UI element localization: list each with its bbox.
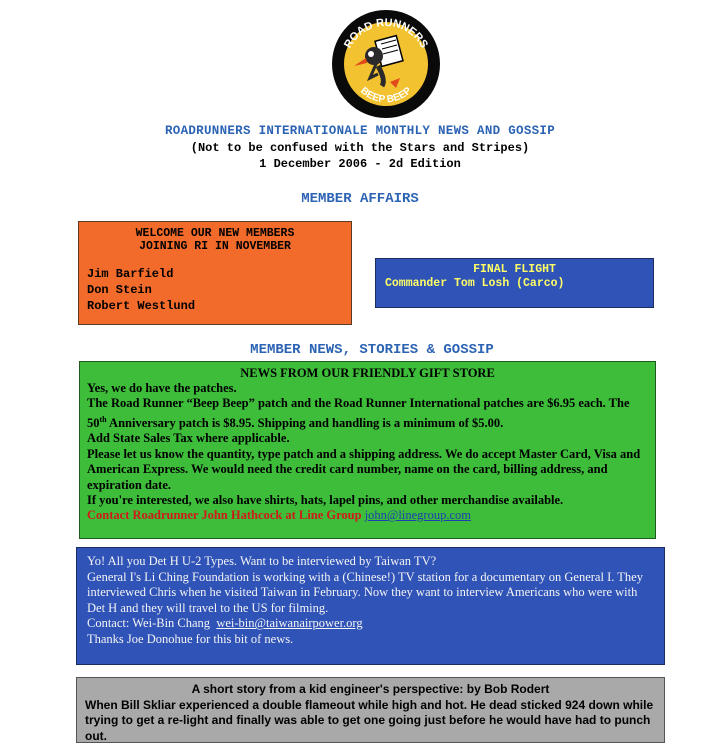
gift-store-prices: The Road Runner “Beep Beep” patch and the Road Runner International patches are $6.95 each. The 50th Anniversary patch is $8.95. Shipping and handling is a minimum of $5.00. <box>87 396 630 430</box>
gift-store-line: Yes, we do have the patches. <box>87 381 237 395</box>
story-title: A short story from a kid engineer's perspective: by Bob Rodert <box>191 682 550 696</box>
taiwan-line: Yo! All you Det H U-2 Types. Want to be interviewed by Taiwan TV? <box>87 554 437 568</box>
member-news-heading: MEMBER NEWS, STORIES & GOSSIP <box>250 342 494 358</box>
gift-store-email-link[interactable]: john@linegroup.com <box>364 508 471 523</box>
taiwan-email-link[interactable]: wei-bin@taiwanairpower.org <box>216 616 363 631</box>
new-member-name: Jim Barfield <box>87 267 174 281</box>
short-story-box <box>76 677 665 743</box>
taiwan-tv-box <box>76 547 665 665</box>
new-member-name: Don Stein <box>87 283 152 297</box>
svg-text:ROAD RUNNERS: ROAD RUNNERS <box>342 16 430 51</box>
new-member-name: Robert Westlund <box>87 299 196 313</box>
story-text: When Bill Skliar experienced a double flameout while high and hot. He dead sticked 924 down while trying to get a re-light and finally was able to get one going just before he would have had to punch out. <box>85 697 654 743</box>
final-flight-name: Commander Tom Losh (Carco) <box>385 277 565 290</box>
gift-store-line: Add State Sales Tax where applicable. <box>87 431 290 446</box>
taiwan-contact: Contact: Wei-Bin Chang wei-bin@taiwanairpower.org <box>87 616 363 631</box>
welcome-new-members-box <box>78 221 352 325</box>
welcome-title-line2: JOINING RI IN NOVEMBER <box>139 240 291 253</box>
gift-store-line: If you're interested, we also have shirts, hats, lapel pins, and other merchandise available. <box>87 493 564 507</box>
newsletter-date: 1 December 2006 - 2d Edition <box>259 157 461 171</box>
welcome-title-line1: WELCOME OUR NEW MEMBERS <box>135 227 295 240</box>
gift-store-title: NEWS FROM OUR FRIENDLY GIFT STORE <box>240 366 495 380</box>
final-flight-box <box>375 258 654 308</box>
gift-store-contact: Contact Roadrunner John Hathcock at Line Group john@linegroup.com <box>87 508 471 523</box>
newsletter-title: ROADRUNNERS INTERNATIONALE MONTHLY NEWS AND GOSSIP <box>164 124 556 138</box>
taiwan-thanks: Thanks Joe Donohue for this bit of news. <box>87 631 294 646</box>
member-affairs-heading: MEMBER AFFAIRS <box>301 191 419 207</box>
final-flight-title: FINAL FLIGHT <box>473 263 556 276</box>
gift-store-line: Please let us know the quantity, type patch and a shipping address. We do accept Master Card, Visa and American Express. We would need the credit card number, name on the card, billing address, and expiration date. <box>87 446 641 492</box>
taiwan-line: General I's Li Ching Foundation is working with a (Chinese!) TV station for a documentary on General I. They interviewed Chris when he visited Taiwan in February. Now they want to interview Americans who were with Det H and they will travel to the US for filming. <box>87 569 643 615</box>
road-runners-patch-logo <box>330 8 442 120</box>
gift-store-box <box>79 361 656 539</box>
newsletter-subtitle: (Not to be confused with the Stars and Stripes) <box>190 141 530 155</box>
road-runner-logo-icon <box>330 8 442 120</box>
svg-text:BEEP BEEP: BEEP BEEP <box>358 85 414 106</box>
